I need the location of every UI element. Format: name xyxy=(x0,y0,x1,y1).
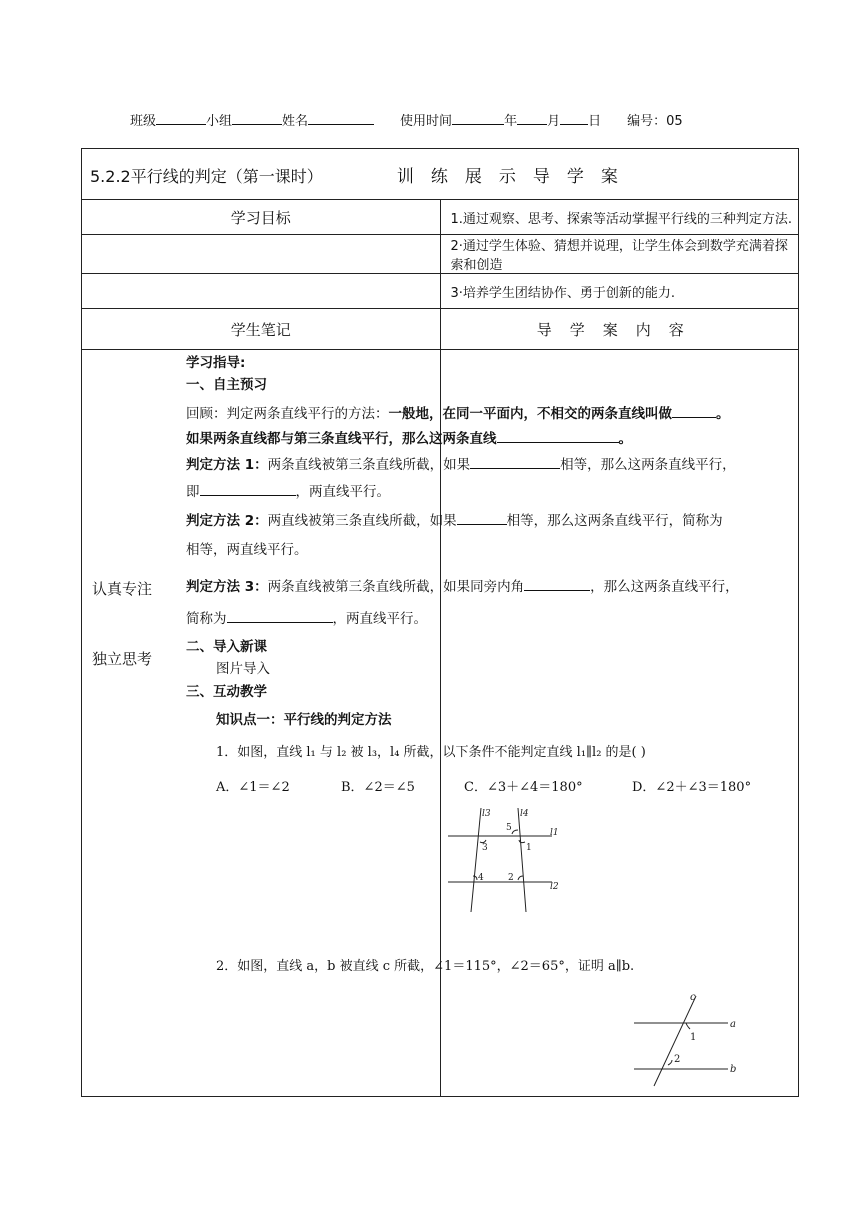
side-word-think: 独立思考 xyxy=(92,650,153,668)
answer-blank[interactable] xyxy=(200,481,296,496)
title-row xyxy=(82,149,799,200)
month-blank[interactable] xyxy=(517,112,547,125)
answer-blank[interactable] xyxy=(457,510,507,525)
review-line: 回顾：判定两条直线平行的方法：一般地，在同一平面内，不相交的两条直线叫做 。 xyxy=(186,403,730,423)
class-blank[interactable] xyxy=(156,112,206,125)
objective-item: 2·通过学生体验、猜想并说理，让学生体会到数学充满着探索和创造 xyxy=(440,235,799,274)
worksheet-type: 训练展示导学案 xyxy=(396,166,635,187)
method-2-line: 判定方法 2：两直线被第三条直线所截，如果 相等，那么这两条直线平行，简称为 xyxy=(186,510,723,530)
class-label: 班级 xyxy=(130,114,157,129)
line-l4 xyxy=(518,808,526,912)
label-1: 1 xyxy=(526,843,532,853)
label-b: b xyxy=(730,1064,737,1075)
answer-blank[interactable] xyxy=(672,403,716,418)
method-3-line: 判定方法 3：两条直线被第三条直线所截，如果同旁内角 ，那么这两条直线平行， xyxy=(186,576,739,596)
time-label: 使用时间 xyxy=(400,114,453,129)
method-1-line-2: 即 ，两直线平行。 xyxy=(186,481,390,501)
question-2: 2．如图，直线 a，b 被直线 c 所截，∠1＝115°，∠2＝65°，证明 a∥b. xyxy=(216,959,635,974)
objective-row-1 xyxy=(82,200,799,235)
label-2: 2 xyxy=(508,873,514,883)
name-blank[interactable] xyxy=(308,112,374,125)
doc-number: 编号：05 xyxy=(627,114,683,129)
label-1: 1 xyxy=(690,1032,697,1043)
notes-label: 学生笔记 xyxy=(82,309,441,350)
label-l4: l4 xyxy=(520,809,529,819)
answer-blank[interactable] xyxy=(524,576,590,591)
objectives-label: 学习目标 xyxy=(82,200,441,235)
objective-item: 3·培养学生团结协作、勇于创新的能力. xyxy=(440,274,799,309)
knowledge-point-1: 知识点一：平行线的判定方法 xyxy=(216,712,392,728)
method-2-line-2: 相等，两直线平行。 xyxy=(186,542,308,558)
side-word-focus: 认真专注 xyxy=(92,580,153,598)
label-2: 2 xyxy=(674,1054,681,1065)
label-l3: l3 xyxy=(482,809,491,819)
objective-row-2 xyxy=(82,235,799,274)
day-blank[interactable] xyxy=(560,112,588,125)
figure-2-parallel-lines xyxy=(630,990,750,1090)
lesson-title: 5.2.2平行线的判定（第一课时） xyxy=(90,166,323,186)
month-label: 月 xyxy=(547,114,561,129)
label-5: 5 xyxy=(506,823,512,833)
section-2-heading: 二、导入新课 xyxy=(186,639,267,655)
label-c: c xyxy=(690,992,696,1003)
notes-row xyxy=(82,309,799,350)
section-2-text: 图片导入 xyxy=(216,661,270,677)
answer-blank[interactable] xyxy=(227,608,333,623)
answer-blank[interactable] xyxy=(470,454,560,469)
question-1: 1．如图，直线 l₁ 与 l₂ 被 l₃，l₄ 所截，以下条件不能判定直线 l₁∥l₂ 的是( ) xyxy=(216,745,646,760)
year-label: 年 xyxy=(504,114,518,129)
q1-option-a[interactable]: A．∠1＝∠2 xyxy=(216,780,290,795)
content-heading: 导学案内容 xyxy=(440,309,799,350)
label-a: a xyxy=(730,1019,736,1030)
title-cell xyxy=(82,149,799,200)
study-guide-label: 学习指导: xyxy=(186,355,246,371)
figure-1-parallel-lines xyxy=(440,806,570,914)
group-blank[interactable] xyxy=(232,112,282,125)
section-3-heading: 三、互动教学 xyxy=(186,684,267,700)
day-label: 日 xyxy=(588,114,602,129)
method-3-line-2: 简称为 ，两直线平行。 xyxy=(186,608,427,628)
review-line-2: 如果两条直线都与第三条直线平行，那么这两条直线 。 xyxy=(186,428,632,448)
line-l3 xyxy=(471,808,481,912)
section-1-heading: 一、自主预习 xyxy=(186,377,267,393)
objective-item: 1.通过观察、思考、探索等活动掌握平行线的三种判定方法. xyxy=(440,200,799,235)
q1-option-c[interactable]: C．∠3＋∠4＝180° xyxy=(464,780,583,795)
method-1-line: 判定方法 1：两条直线被第三条直线所截，如果 相等，那么这两条直线平行， xyxy=(186,454,736,474)
document-header xyxy=(130,110,683,129)
q1-option-d[interactable]: D．∠2＋∠3＝180° xyxy=(632,780,752,795)
time-blank[interactable] xyxy=(452,112,504,125)
label-4: 4 xyxy=(478,873,484,883)
name-label: 姓名 xyxy=(282,114,309,129)
answer-blank[interactable] xyxy=(497,428,619,443)
q1-option-b[interactable]: B．∠2＝∠5 xyxy=(341,780,415,795)
group-label: 小组 xyxy=(206,114,233,129)
label-3: 3 xyxy=(482,843,488,853)
label-l1: l1 xyxy=(550,828,559,838)
objective-row-3 xyxy=(82,274,799,309)
label-l2: l2 xyxy=(550,882,559,892)
